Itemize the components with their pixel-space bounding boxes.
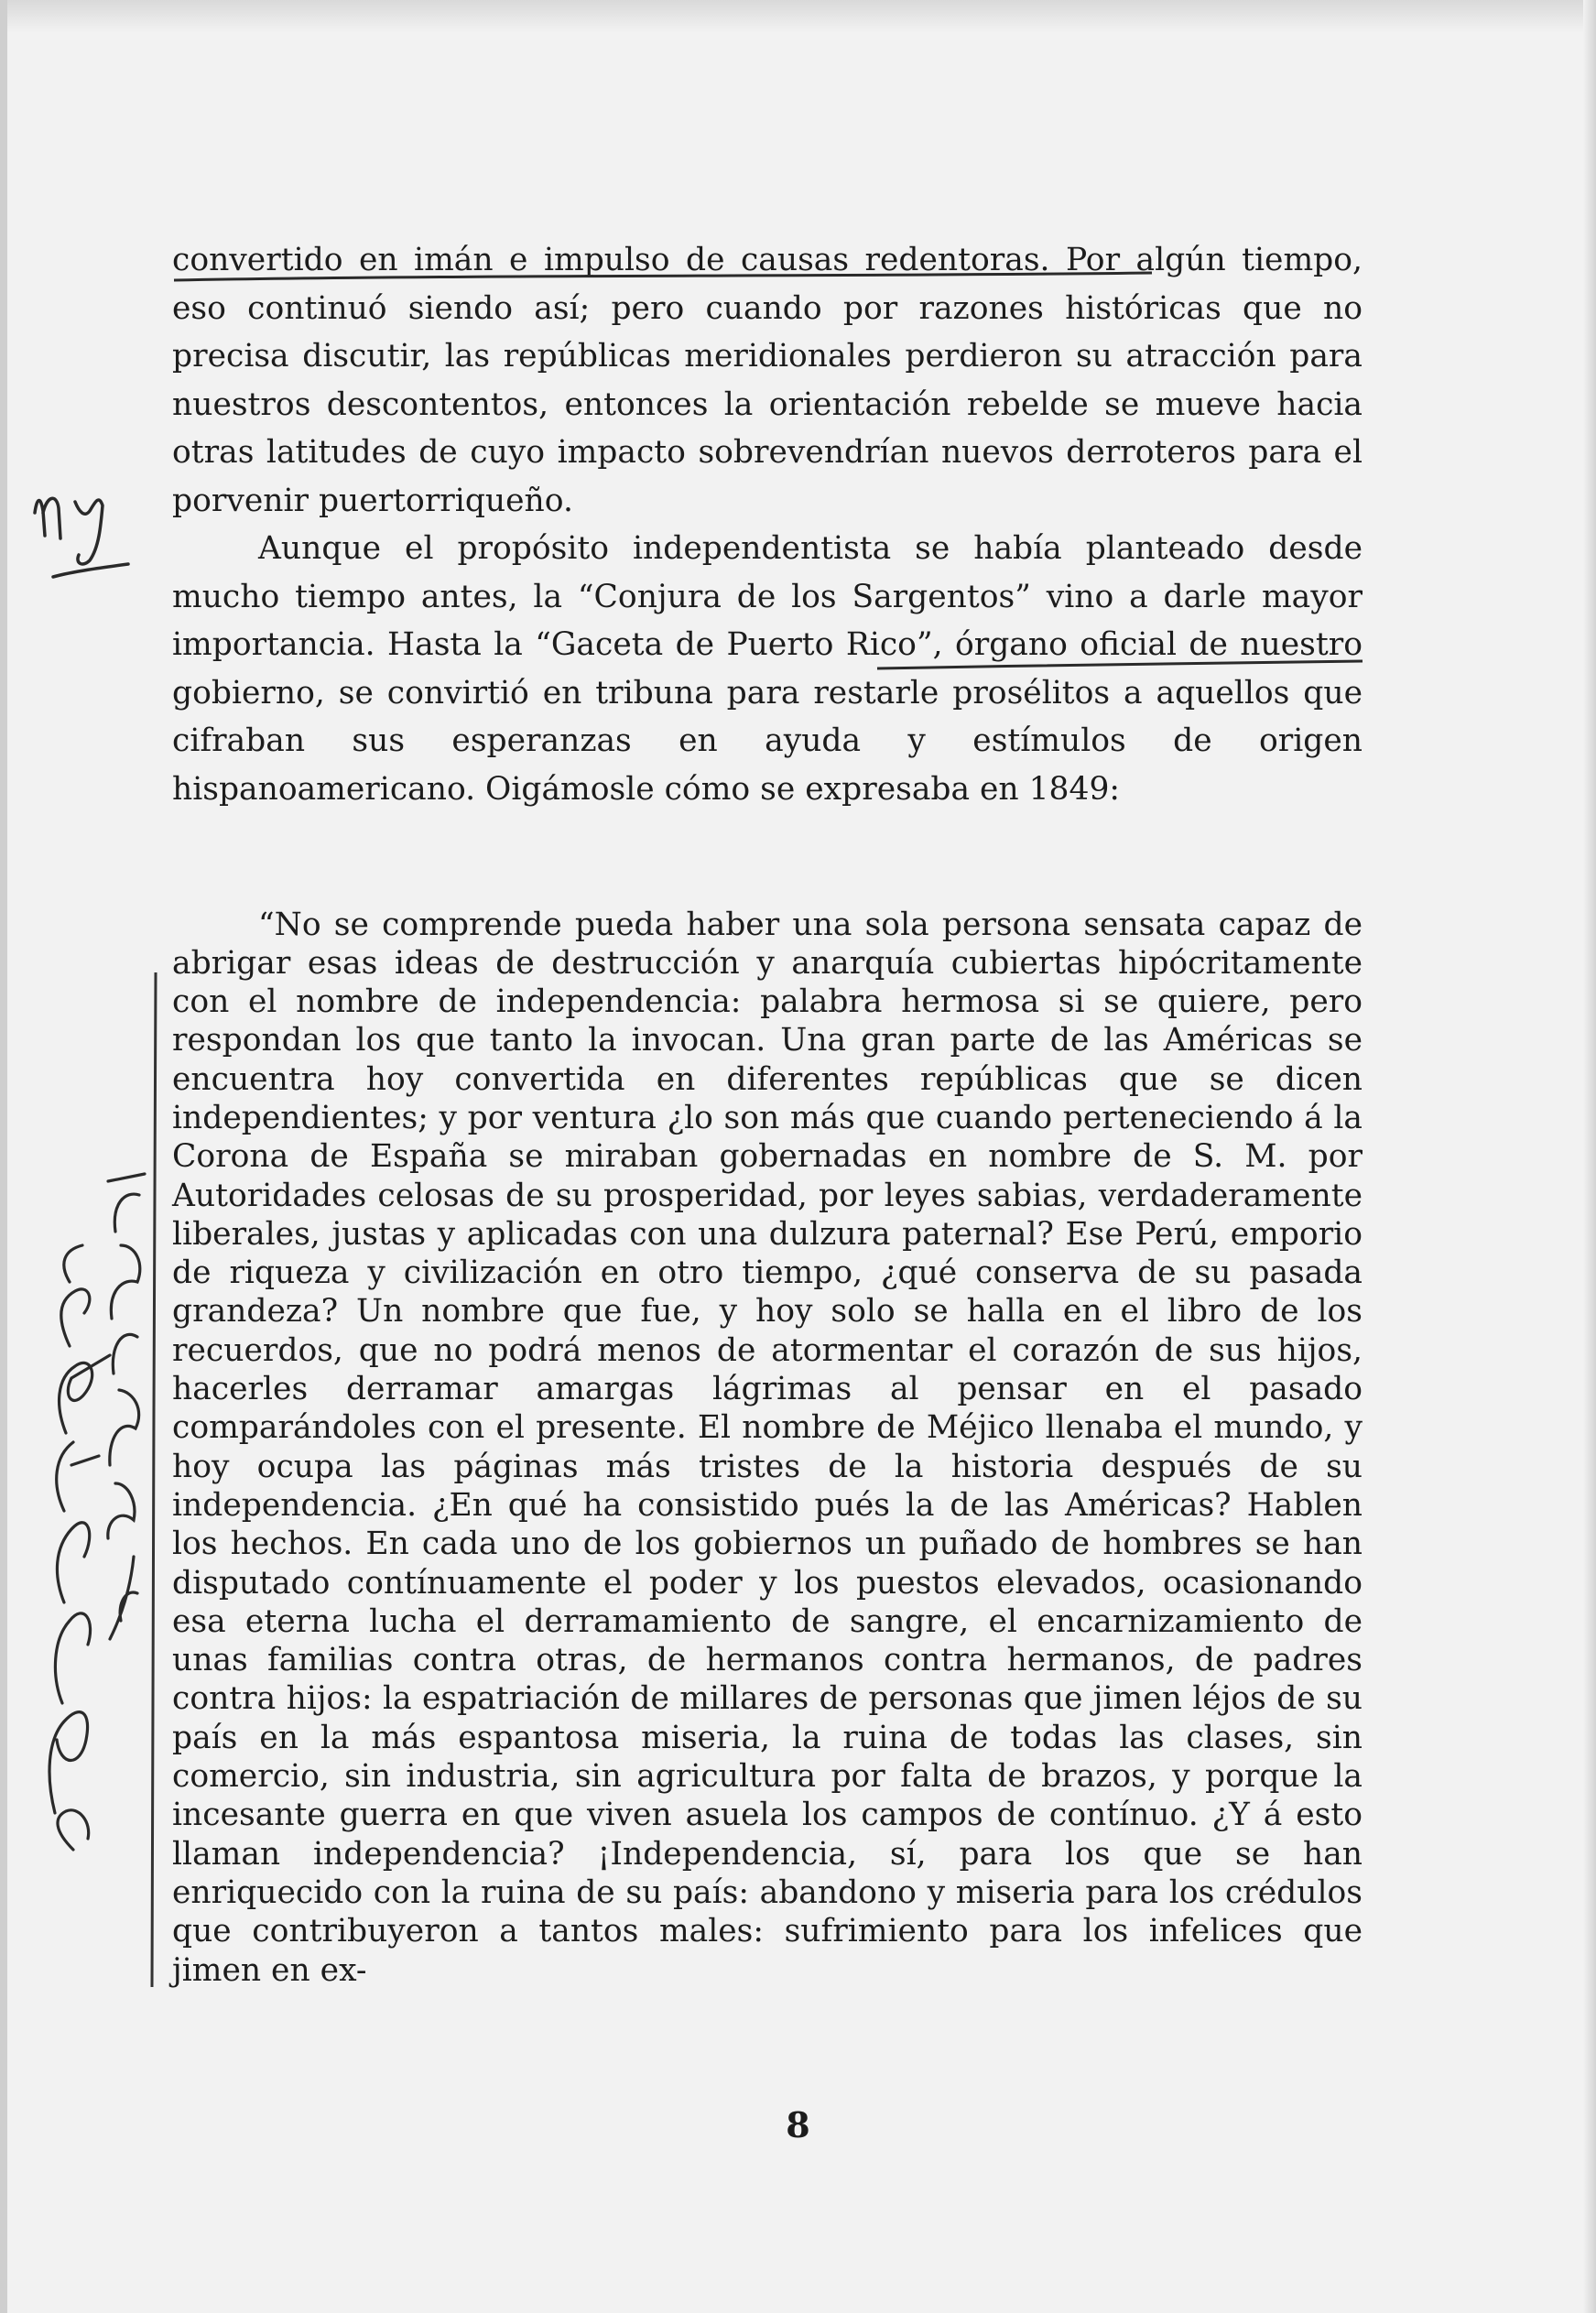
underline-redentoras — [174, 273, 1152, 280]
paragraph-2: Aunque el propósito independentista se había planteado desde mucho tiempo antes, la “Conjura de los Sargentos” vino a darle mayor importancia. Hasta la “Gaceta de Puerto Rico”, órgano oficial de nuestro gobierno, se convirtió en tribuna para restarle prosélitos a aquellos que cifraban sus esperanzas en ayuda y estímulos de origen hispanoamericano. Oigámosle cómo se expresaba en 1849: — [172, 530, 1363, 808]
quoted-passage: “No se comprende pueda haber una sola persona sensata capaz de abrigar esas ideas de destrucción y anarquía cubiertas hipócritamente con el nombre de independencia: palabra hermosa si se quiere, pero respondan los que tanto la invocan. Una gran parte de las Américas se encuentra hoy convertida en diferentes repúblicas que se dicen independientes; y por ventura ¿lo son más que cuando perteneciendo á la Corona de España se miraban gobernadas en nombre de S. M. por Autoridades celosas de su prosperidad, por leyes sabias, verdaderamente liberales, justas y aplicadas con una dulzura paternal? Ese Perú, emporio de riqueza y civilización en otro tiempo, ¿qué conserva de su pasada grandeza? Un nombre que fue, y hoy solo se halla en el libro de los recuerdos, que no podrá menos de atormentar el corazón de sus hijos, hacerles derramar amargas lágrimas al pensar en el pasado comparándoles con el presente. El nombre de Méjico llenaba el mundo, y hoy ocupa las páginas más tristes de la historia después de su independencia. ¿En qué ha consistido pués la de las Américas? Hablen los hechos. En cada uno de los gobiernos un puñado de hombres se han disputado contínuamente el poder y los puestos elevados, ocasionando esa eterna lucha el derramamiento de sangre, el encarnizamiento de unas familias contra otras, de hermanos contra hermanos, de padres contra hijos: la espatriación de millares de personas que jimen léjos de su país en la más espantosa miseria, la ruina de todas las clases, sin comercio, sin industria, sin agricultura por falta de brazos, y porque la incesante guerra en que viven asuela los campos de contínuo. ¿Y á esto llaman independencia? ¡Independencia, sí, para los que se han enriquecido con la ruina de su país: abandono y miseria para los crédulos que contribuyeron a tantos males: sufrimiento para los infelices que jimen en ex- — [172, 906, 1363, 1989]
page-number: 8 — [786, 2104, 810, 2145]
underline-gaceta — [877, 661, 1363, 668]
handwritten-annotation — [49, 1174, 145, 1850]
paragraph-1: convertido en imán e impulso de causas redentoras. Por algún tiempo, eso continuó siendo así; pero cuando por razones históricas que no precisa discutir, las repúblicas meridionales perdieron su atracción para nuestros descontentos, entonces la orientación rebelde se mueve hacia otras latitudes de cuyo impacto sobrevendrían nuevos derroteros para el porvenir puertorriqueño. — [172, 242, 1363, 519]
margin-initials — [35, 498, 128, 577]
margin-bracket-line — [152, 972, 156, 1987]
